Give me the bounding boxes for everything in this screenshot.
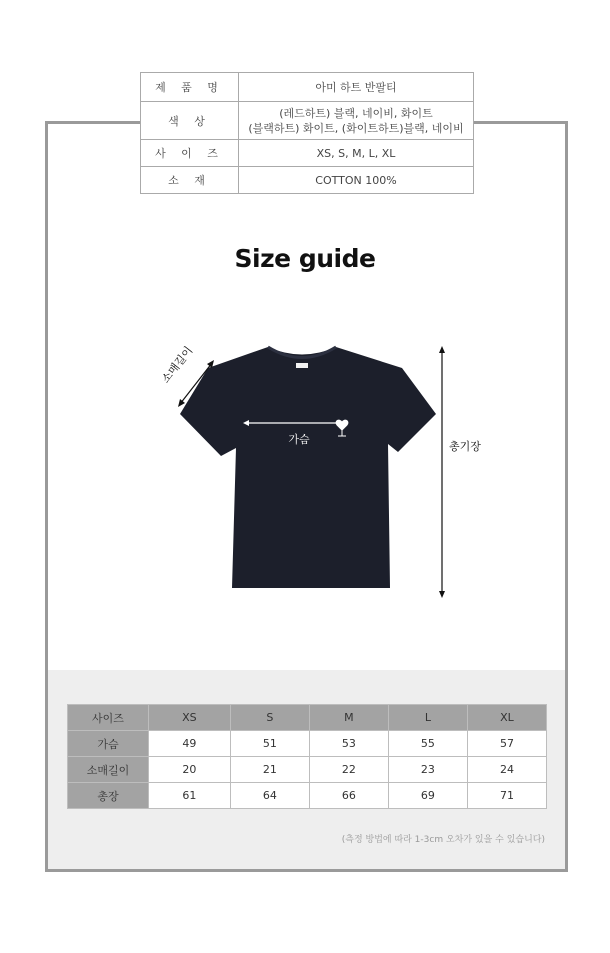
table-cell: 20 — [149, 757, 231, 783]
table-cell: 66 — [309, 783, 388, 809]
table-cell: 71 — [467, 783, 546, 809]
info-label: 사 이 즈 — [141, 140, 239, 167]
info-value-line: (블랙하트) 화이트, (화이트하트)블랙, 네이비 — [248, 121, 464, 135]
size-header-cell: M — [309, 705, 388, 731]
size-header-cell: 사이즈 — [68, 705, 149, 731]
table-cell: 64 — [230, 783, 309, 809]
table-cell: 22 — [309, 757, 388, 783]
size-table — [67, 704, 547, 809]
table-cell: 23 — [388, 757, 467, 783]
length-label: 총기장 — [449, 440, 481, 453]
table-row — [68, 757, 547, 783]
sleeve-arrow-head-low — [178, 399, 185, 407]
table-cell: 21 — [230, 757, 309, 783]
size-header-cell: L — [388, 705, 467, 731]
row-label: 소매길이 — [68, 757, 149, 783]
product-info-table — [140, 72, 474, 194]
table-cell: 61 — [149, 783, 231, 809]
info-label: 제 품 명 — [141, 73, 239, 102]
length-arrow-head-top — [439, 346, 445, 353]
info-label: 소 재 — [141, 167, 239, 194]
info-value — [239, 102, 474, 140]
info-row-color — [141, 102, 474, 140]
page-title: Size guide — [234, 244, 376, 273]
table-cell: 57 — [467, 731, 546, 757]
info-row-name — [141, 73, 474, 102]
size-header-cell: XL — [467, 705, 546, 731]
info-row-size — [141, 140, 474, 167]
tshirt-shape — [180, 347, 436, 588]
size-header-cell: XS — [149, 705, 231, 731]
info-value: COTTON 100% — [239, 167, 474, 194]
size-header-row — [68, 705, 547, 731]
info-value: XS, S, M, L, XL — [239, 140, 474, 167]
info-value-line: (레드하트) 블랙, 네이비, 화이트 — [279, 106, 433, 120]
info-row-material — [141, 167, 474, 194]
table-row — [68, 731, 547, 757]
info-value: 아미 하트 반팔티 — [239, 73, 474, 102]
table-row — [68, 783, 547, 809]
row-label: 가슴 — [68, 731, 149, 757]
size-header-cell: S — [230, 705, 309, 731]
measurement-note: (측정 방법에 따라 1-3cm 오차가 있을 수 있습니다) — [341, 835, 545, 845]
sleeve-label: 소매길이 — [159, 344, 196, 386]
neck-label — [296, 363, 308, 368]
length-arrow-head-bottom — [439, 591, 445, 598]
chest-label: 가슴 — [288, 433, 310, 446]
row-label: 총장 — [68, 783, 149, 809]
info-label: 색 상 — [141, 102, 239, 140]
table-cell: 53 — [309, 731, 388, 757]
table-cell: 24 — [467, 757, 546, 783]
table-cell: 55 — [388, 731, 467, 757]
table-cell: 49 — [149, 731, 231, 757]
table-cell: 51 — [230, 731, 309, 757]
table-cell: 69 — [388, 783, 467, 809]
